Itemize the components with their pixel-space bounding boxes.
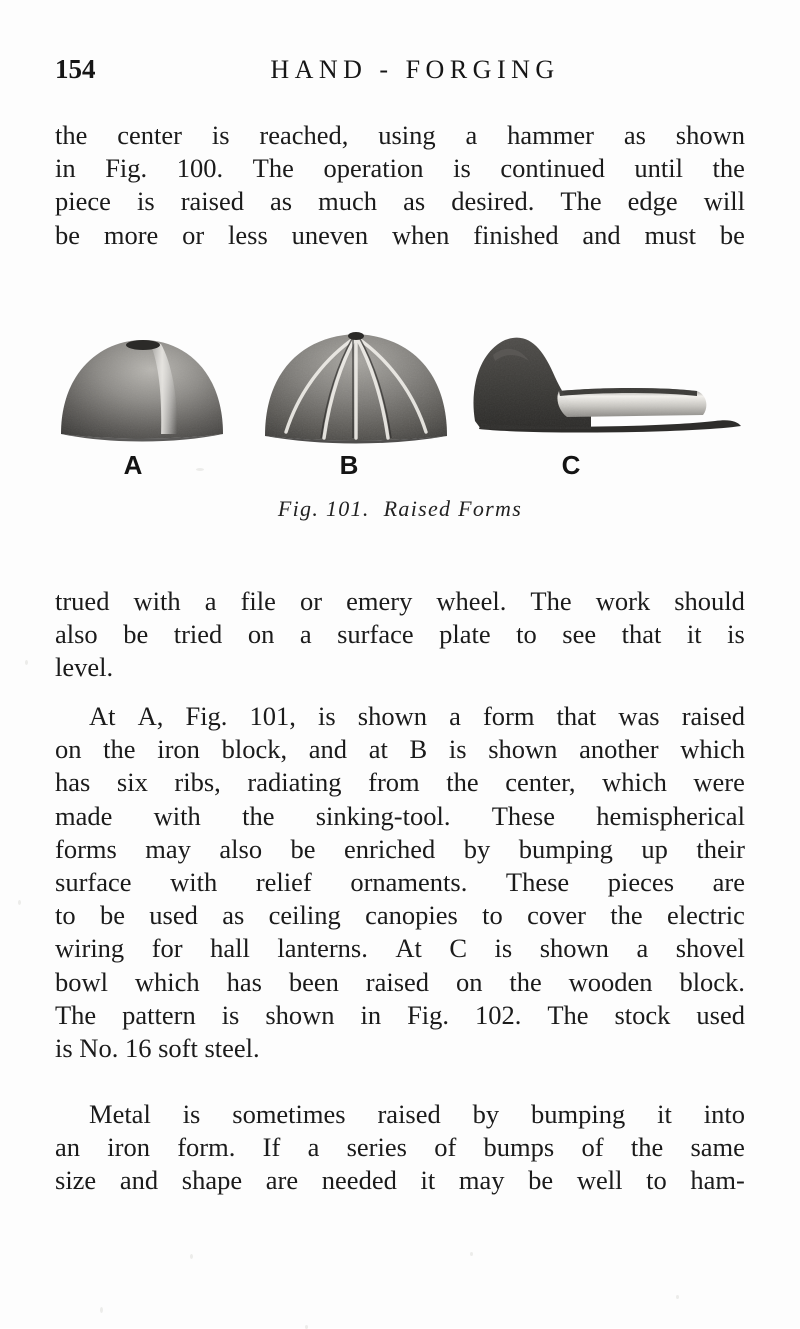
word: and bbox=[119, 1165, 159, 1196]
word: that bbox=[621, 619, 662, 650]
word: be bbox=[290, 833, 316, 864]
scan-speck bbox=[18, 900, 21, 905]
word: At bbox=[89, 701, 116, 731]
word: be bbox=[719, 219, 745, 250]
word: that bbox=[556, 701, 597, 731]
word: iron bbox=[107, 1132, 150, 1163]
word: form bbox=[482, 701, 535, 731]
word: raised bbox=[377, 1099, 441, 1129]
word: will bbox=[703, 186, 745, 217]
word: sometimes bbox=[232, 1099, 346, 1129]
figure-caption-number: Fig. 101. bbox=[277, 496, 370, 521]
text-line bbox=[55, 733, 745, 766]
word: If bbox=[262, 1132, 281, 1163]
running-head-title: HAND - FORGING bbox=[270, 55, 560, 84]
word: using bbox=[378, 120, 436, 150]
text-line bbox=[55, 152, 745, 185]
figure-label-a: A bbox=[123, 450, 143, 480]
word: raised bbox=[180, 186, 244, 217]
word: trued bbox=[55, 586, 110, 616]
word: by bbox=[472, 1099, 500, 1129]
word: The bbox=[547, 999, 589, 1030]
word: bowl bbox=[55, 966, 108, 997]
word: block, bbox=[221, 734, 288, 765]
word: ornaments. bbox=[350, 867, 468, 898]
word: six bbox=[116, 767, 148, 798]
word: cover bbox=[527, 900, 586, 931]
scan-speck bbox=[676, 1295, 679, 1299]
word: is bbox=[318, 701, 336, 731]
word: bumping bbox=[531, 1099, 626, 1129]
word: and bbox=[308, 734, 348, 765]
word: shown bbox=[675, 120, 745, 150]
text-line bbox=[55, 833, 745, 866]
word: made bbox=[55, 800, 113, 831]
word: for bbox=[151, 933, 183, 964]
word: plate bbox=[439, 619, 491, 650]
text-line bbox=[55, 700, 745, 733]
word: shown bbox=[265, 999, 335, 1030]
word: block. bbox=[679, 966, 745, 997]
word: is bbox=[494, 933, 513, 964]
word: and bbox=[582, 219, 621, 250]
word: 101, bbox=[249, 701, 296, 731]
scan-speck bbox=[25, 660, 28, 665]
word: to bbox=[646, 1165, 667, 1196]
word: it bbox=[657, 1099, 672, 1129]
word: when bbox=[391, 219, 450, 250]
word: continued bbox=[500, 153, 605, 184]
scan-speck bbox=[305, 1325, 308, 1329]
word: is bbox=[221, 999, 240, 1030]
text-line bbox=[55, 866, 745, 899]
text-line bbox=[55, 899, 745, 932]
word: desired. bbox=[451, 186, 535, 217]
word: used bbox=[696, 999, 745, 1030]
word: forms bbox=[55, 833, 117, 864]
word: is bbox=[136, 186, 155, 217]
figure-illustrations bbox=[55, 328, 745, 440]
word: enriched bbox=[344, 833, 436, 864]
text-line bbox=[55, 1131, 745, 1164]
figure-part-labels bbox=[55, 450, 745, 482]
word: The bbox=[55, 999, 97, 1030]
word: bumps bbox=[483, 1132, 555, 1163]
text-line: is No. 16 soft steel. bbox=[55, 1033, 260, 1064]
word: an bbox=[55, 1132, 81, 1163]
word: wheel. bbox=[436, 586, 507, 616]
text-line bbox=[55, 999, 745, 1032]
scan-speck bbox=[196, 468, 204, 471]
text-line bbox=[55, 585, 745, 618]
text-line bbox=[55, 800, 745, 833]
paragraph-2 bbox=[55, 585, 745, 685]
word: also bbox=[219, 833, 263, 864]
word: 100. bbox=[176, 153, 224, 184]
word: wooden bbox=[568, 966, 653, 997]
word: shown bbox=[488, 734, 558, 765]
word: it bbox=[420, 1165, 436, 1196]
word: tried bbox=[173, 619, 223, 650]
word: to bbox=[516, 619, 537, 650]
word: to bbox=[482, 900, 503, 931]
word: the bbox=[242, 800, 275, 831]
word: see bbox=[562, 619, 597, 650]
word: be bbox=[55, 219, 81, 250]
figure-101 bbox=[55, 328, 745, 543]
scan-speck bbox=[190, 1254, 193, 1259]
word: hall bbox=[210, 933, 250, 964]
scan-speck bbox=[100, 1307, 103, 1313]
word: stock bbox=[614, 999, 671, 1030]
word: a bbox=[465, 120, 478, 150]
word: work bbox=[595, 586, 651, 616]
word: is bbox=[453, 153, 471, 184]
word: may bbox=[145, 833, 191, 864]
word: Fig. bbox=[185, 701, 228, 731]
word: the bbox=[446, 767, 479, 798]
word: with bbox=[133, 586, 181, 616]
word: C bbox=[449, 933, 468, 964]
text-line bbox=[55, 1098, 745, 1131]
word: reached, bbox=[259, 120, 349, 150]
figure-label-b: B bbox=[339, 450, 359, 480]
word: it bbox=[686, 619, 702, 650]
word: a bbox=[449, 701, 461, 731]
word: be bbox=[99, 900, 125, 931]
word: series bbox=[346, 1132, 407, 1163]
word: or bbox=[299, 586, 323, 616]
word: is bbox=[727, 619, 745, 650]
word: a bbox=[299, 619, 312, 650]
word: to bbox=[55, 900, 76, 931]
word: sinking-tool. bbox=[315, 800, 451, 831]
word: is bbox=[182, 1099, 201, 1129]
word: a bbox=[307, 1132, 320, 1163]
word: raised bbox=[365, 966, 430, 997]
word: B bbox=[409, 734, 428, 765]
word: in bbox=[55, 153, 76, 184]
figure-caption bbox=[55, 496, 745, 522]
word: must bbox=[644, 219, 697, 250]
text-line bbox=[55, 966, 745, 999]
word: was bbox=[618, 701, 660, 731]
illustration-shovel-bowl bbox=[463, 333, 745, 437]
word: the bbox=[55, 120, 88, 150]
word: the bbox=[103, 734, 136, 765]
word: is bbox=[448, 734, 467, 765]
word: emery bbox=[346, 586, 413, 616]
word: of bbox=[434, 1132, 457, 1163]
word: as bbox=[222, 900, 245, 931]
word: which bbox=[602, 767, 667, 798]
word: These bbox=[505, 867, 570, 898]
text-line bbox=[55, 1164, 745, 1197]
word: form. bbox=[177, 1132, 236, 1163]
word: shown bbox=[539, 933, 609, 964]
word: of bbox=[581, 1132, 604, 1163]
word: Metal bbox=[89, 1099, 151, 1129]
word: been bbox=[288, 966, 339, 997]
word: less bbox=[228, 219, 268, 250]
word: shape bbox=[181, 1165, 243, 1196]
word: iron bbox=[157, 734, 200, 765]
word: bumping bbox=[518, 833, 613, 864]
word: more bbox=[103, 219, 159, 250]
word: edge bbox=[627, 186, 678, 217]
word: in bbox=[360, 999, 382, 1030]
word: Fig. bbox=[105, 153, 148, 184]
word: their bbox=[696, 833, 745, 864]
text-line bbox=[55, 932, 745, 965]
word: piece bbox=[55, 186, 111, 217]
word: finished bbox=[473, 219, 559, 250]
word: ceiling bbox=[268, 900, 341, 931]
word: has bbox=[55, 767, 91, 798]
text-line bbox=[55, 185, 745, 218]
text-line bbox=[55, 219, 745, 252]
word: surface bbox=[55, 867, 132, 898]
word: into bbox=[703, 1099, 745, 1129]
word: with bbox=[153, 800, 201, 831]
word: The bbox=[560, 186, 602, 217]
page-number: 154 bbox=[55, 54, 96, 84]
word: by bbox=[463, 833, 491, 864]
paragraph-4 bbox=[55, 1098, 745, 1198]
text-line bbox=[55, 618, 745, 651]
word: also bbox=[55, 619, 98, 650]
word: as bbox=[270, 186, 293, 217]
word: pattern bbox=[122, 999, 196, 1030]
word: center bbox=[117, 120, 182, 150]
word: raised bbox=[681, 701, 745, 731]
word: radiating bbox=[247, 767, 342, 798]
text-line: level. bbox=[55, 652, 114, 683]
word: a bbox=[636, 933, 649, 964]
word: up bbox=[641, 833, 668, 864]
word: The bbox=[530, 586, 572, 616]
word: hemispherical bbox=[596, 800, 745, 831]
illustration-ribbed-raised-dome bbox=[260, 328, 452, 444]
word: uneven bbox=[291, 219, 369, 250]
word: well bbox=[576, 1165, 623, 1196]
word: the bbox=[509, 966, 542, 997]
word: or bbox=[182, 219, 205, 250]
word: shown bbox=[357, 701, 427, 731]
word: same bbox=[690, 1132, 745, 1163]
word: much bbox=[318, 186, 378, 217]
word: as bbox=[623, 120, 646, 150]
word: ham- bbox=[690, 1165, 745, 1196]
paragraph-1 bbox=[55, 119, 745, 252]
word: relief bbox=[255, 867, 312, 898]
word: file bbox=[240, 586, 276, 616]
illustration-plain-raised-dome bbox=[55, 334, 227, 442]
word: are bbox=[265, 1165, 299, 1196]
figure-caption-title: Raised Forms bbox=[383, 496, 523, 521]
word: size bbox=[55, 1165, 97, 1196]
word: canopies bbox=[365, 900, 458, 931]
running-head bbox=[55, 52, 745, 92]
word: operation bbox=[323, 153, 424, 184]
word: electric bbox=[666, 900, 745, 931]
word: needed bbox=[321, 1165, 397, 1196]
word: used bbox=[149, 900, 198, 931]
word: 102. bbox=[475, 999, 522, 1030]
word: is bbox=[211, 120, 230, 150]
word: were bbox=[693, 767, 745, 798]
word: the bbox=[630, 1132, 664, 1163]
text-line bbox=[55, 766, 745, 799]
word: Fig. bbox=[407, 999, 450, 1030]
figure-label-c: C bbox=[561, 450, 581, 480]
word: at bbox=[368, 734, 388, 765]
word: are bbox=[712, 867, 745, 898]
word: A, bbox=[137, 701, 164, 731]
word: The bbox=[252, 153, 294, 184]
word: the bbox=[712, 153, 745, 184]
word: another bbox=[579, 734, 659, 765]
text-line bbox=[55, 119, 745, 152]
word: may bbox=[458, 1165, 505, 1196]
scan-speck bbox=[470, 1252, 473, 1256]
word: on bbox=[247, 619, 275, 650]
word: as bbox=[403, 186, 426, 217]
word: pieces bbox=[607, 867, 675, 898]
word: surface bbox=[337, 619, 414, 650]
word: be bbox=[528, 1165, 554, 1196]
word: on bbox=[55, 734, 82, 765]
word: which bbox=[134, 966, 200, 997]
word: ribs, bbox=[174, 767, 221, 798]
word: wiring bbox=[55, 933, 125, 964]
word: with bbox=[170, 867, 218, 898]
word: which bbox=[680, 734, 745, 765]
word: At bbox=[395, 933, 422, 964]
word: until bbox=[634, 153, 683, 184]
word: lanterns. bbox=[277, 933, 368, 964]
word: center, bbox=[505, 767, 576, 798]
word: be bbox=[123, 619, 149, 650]
word: should bbox=[674, 586, 745, 616]
word: shovel bbox=[675, 933, 745, 964]
paragraph-3 bbox=[55, 700, 745, 1065]
word: These bbox=[491, 800, 556, 831]
word: has bbox=[226, 966, 262, 997]
word: hammer bbox=[507, 120, 594, 150]
word: the bbox=[610, 900, 643, 931]
word: on bbox=[455, 966, 483, 997]
word: from bbox=[368, 767, 420, 798]
word: a bbox=[204, 586, 217, 616]
